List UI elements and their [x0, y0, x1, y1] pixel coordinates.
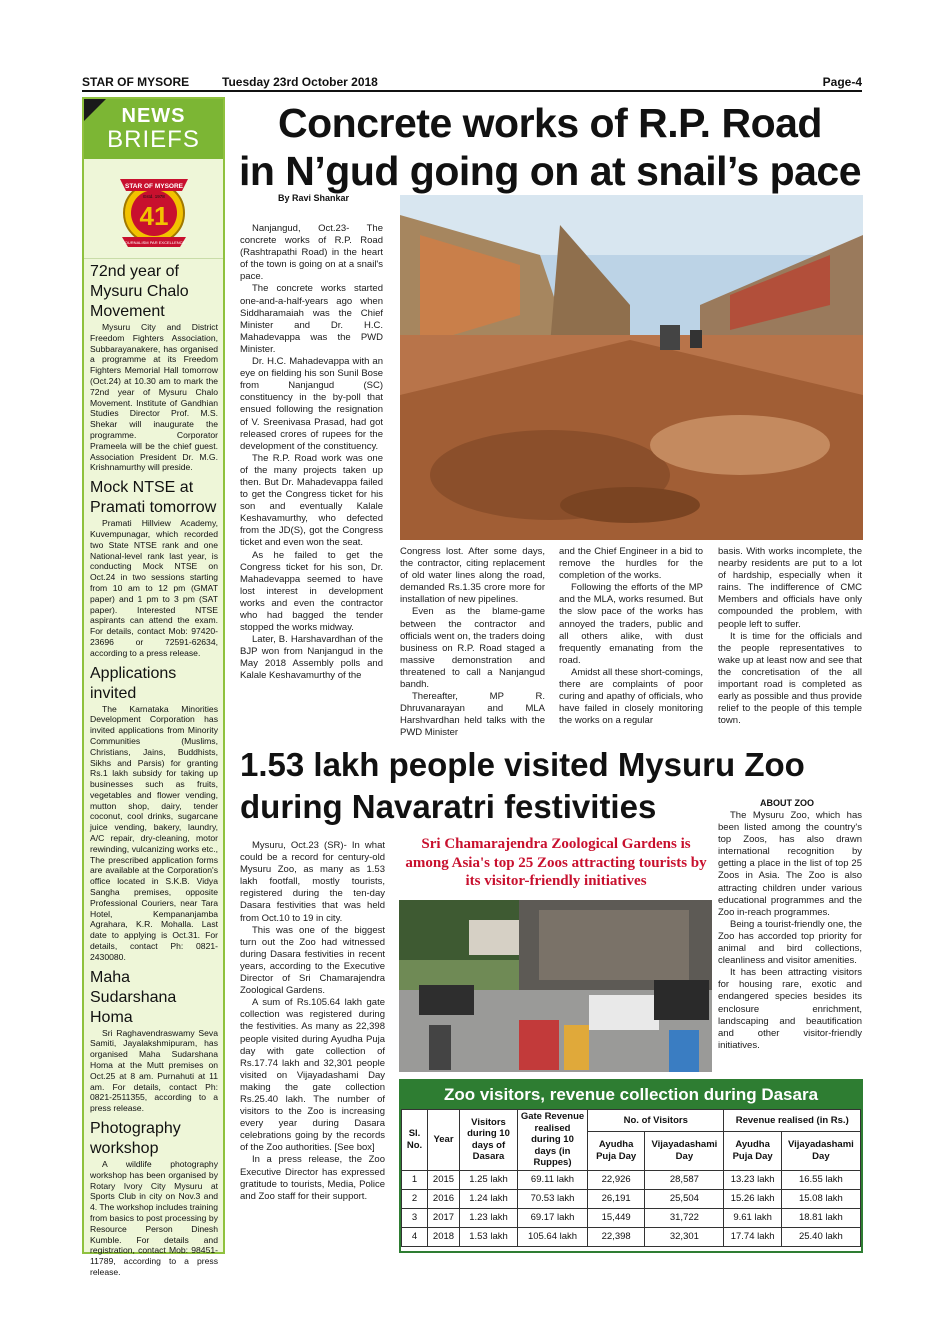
header-ayudha-revenue: Ayudha Puja Day — [724, 1131, 781, 1170]
brief-title: Applications invited — [90, 664, 177, 702]
table-row — [402, 1189, 861, 1208]
table-cell: 2016 — [428, 1189, 460, 1208]
paragraph: Being a tourist-friendly one, the Zoo has accorded top priority for animal and bird collections, cleanliness and visitor amenities. — [718, 918, 862, 967]
anniversary-logo — [84, 159, 223, 259]
paragraph: Nanjangud, Oct.23- The concrete works of R.P. Road (Rashtrapathi Road) in the heart of the town is going on at a snail's pace. — [240, 223, 383, 283]
header-revenue: Gate Revenue realised during 10 days (in Ruppes) — [518, 1110, 588, 1171]
paragraph: Later, B. Harshavardhan of the BJP won from Nanjangud in the May 2018 Assembly polls and Kalale Keshavamurthy of the — [240, 634, 383, 682]
corner-decoration — [84, 99, 106, 121]
paragraph: Mysuru, Oct.23 (SR)- In what could be a record for century-old Mysuru Zoo, as many as 1.53 lakh footfall, mostly tourists, registered during the ten-day Dasara festivities that was held from Oct.10 to 19 in city. — [240, 840, 385, 924]
road-works-photo — [400, 195, 863, 540]
zoo-stats-body — [402, 1170, 861, 1246]
story2-subhead: Sri Chamarajendra Zoological Gardens is among Asia's top 25 Zoos attracting tourists by its visitor-friendly initiatives — [405, 836, 707, 889]
story1-column-3 — [559, 546, 703, 727]
brief-item — [84, 661, 223, 965]
header-sl: Sl. No. — [402, 1110, 428, 1171]
about-zoo-title: ABOUT ZOO — [760, 798, 814, 808]
story1-byline: By Ravi Shankar — [278, 193, 350, 203]
table-cell: 1.53 lakh — [460, 1227, 518, 1246]
masthead — [82, 74, 862, 92]
brief-item — [84, 475, 223, 660]
brief-item — [84, 259, 223, 475]
paragraph: It is time for the officials and the people representatives to wake up at least now and see that the concretisation of the all important road is completed as early as possible and thus provide relief to the people of this temple town. — [718, 630, 862, 727]
story1-column-4 — [718, 546, 862, 727]
paper-name: STAR OF MYSORE — [82, 75, 190, 89]
table-cell: 69.17 lakh — [518, 1208, 588, 1227]
table-row — [402, 1208, 861, 1227]
table-cell: 31,722 — [645, 1208, 724, 1227]
header-num-visitors: No. of Visitors — [588, 1110, 724, 1132]
header-ayudha-visitors: Ayudha Puja Day — [588, 1131, 645, 1170]
table-cell: 9.61 lakh — [724, 1208, 781, 1227]
zoo-stats-table — [401, 1109, 861, 1247]
logo-number: 41 — [139, 201, 169, 231]
story2-headline-line1: 1.53 lakh people visited Mysuru Zoo — [240, 746, 805, 783]
paragraph: Congress lost. After some days, the contractor, citing replacement of old water lines along the road, demanded Rs.1.35 crore more for installation of new pipelines. — [400, 546, 545, 606]
paragraph: As he failed to get the Congress ticket for his son, Dr. Mahadevappa seemed to have lost interest in development works and even the contractor who had bagged the tender stopped the works midway. — [240, 549, 383, 634]
paragraph: In a press release, the Zoo Executive Director has expressed gratitude to tourists, Media, Police and Zoo staff for their support. — [240, 1154, 385, 1202]
table-cell: 15,449 — [588, 1208, 645, 1227]
header-rev-realised: Revenue realised (in Rs.) — [724, 1110, 861, 1132]
paragraph: basis. With works incomplete, the nearby residents are put to a lot of hardship, especially when it rains. The indifference of CMC Members and officials have only compounded the problem, with people left to suffer. — [718, 546, 862, 630]
table-cell: 22,926 — [588, 1170, 645, 1189]
paragraph: The Mysuru Zoo, which has been listed among the country's top Zoos, has also drawn international recognition by getting a place in the list of top 25 Zoos in Asia. The Zoo is also attracting children under various educational programmes and the Zoo in-reach programmes. — [718, 810, 862, 918]
briefs-list — [84, 259, 223, 1280]
paragraph: This was one of the biggest turn out the Zoo had witnessed during Dasara festivities in recent years, according to the Executive Director of Sri Chamarajendra Zoological Gardens. — [240, 924, 385, 997]
brief-item — [84, 1116, 223, 1280]
paragraph: Even as the blame-game between the contractor and officials went on, the traders doing business on R.P. Road staged a massive demonstration and threatened to call a Nanjangud bandh. — [400, 606, 545, 691]
paragraph: and the Chief Engineer in a bid to remove the hurdles for the completion of the works. — [559, 546, 703, 582]
news-briefs-title-line2: BRIEFS — [107, 126, 200, 153]
zoo-stats-box — [399, 1079, 863, 1253]
table-cell: 2 — [402, 1189, 428, 1208]
table-cell: 2018 — [428, 1227, 460, 1246]
table-cell: 28,587 — [645, 1170, 724, 1189]
paragraph: Thereafter, MP R. Dhruvanarayan and MLA Harshvardhan held talks with the PWD Minister — [400, 691, 545, 739]
table-cell: 25,504 — [645, 1189, 724, 1208]
paragraph: It has been attracting visitors for housing rare, exotic and endangered species besides its enclosure enrichment, landscaping and beautification and other visitor-friendly initiatives. — [718, 967, 862, 1051]
table-cell: 70.53 lakh — [518, 1189, 588, 1208]
story2-headline-line2: during Navaratri festivities — [240, 788, 657, 825]
table-cell: 15.08 lakh — [781, 1189, 860, 1208]
zoo-crowd-image-icon — [399, 900, 712, 1072]
brief-body: The Karnataka Minorities Development Corporation has invited applications from Minority Communities (Muslims, Christians, Jains, Buddhists, Sikhs and Parsis) for granting Rs.1 lakh subsidy for taking up businesses such as fruits, vegetables and flower vending, mutton shop, dairy, tender coconut, cool drinks, sugarcane juice vending, bakery, laundry, A/C repair, dry-cleaning, motor rewinding, vulcanizing works etc., The prescribed application forms are available at the Corporation's office located in S.K.B. Vidya Sangha premises, opposite Professional Couriers, near Tara Hotel, Kempananjamba Agrahara, K.R. Mohalla. Last date to applying is Oct.31. For details, contact Ph: 0821-2430080. — [90, 703, 218, 962]
paragraph: Amidst all these short-comings, there are complaints of poor curing and apathy of officials, who have failed in closely monitoring the works on a regular — [559, 666, 703, 727]
header-vijaya-revenue: Vijayadashami Day — [781, 1131, 860, 1170]
news-briefs-sidebar — [82, 97, 225, 1277]
brief-title: Maha Sudarshana Homa — [90, 968, 177, 1026]
news-briefs-header — [84, 99, 223, 159]
brief-title: Mock NTSE at Pramati tomorrow — [90, 479, 217, 517]
brief-title: 72nd year of Mysuru Chalo Movement — [90, 263, 189, 320]
paragraph: Dr. H.C. Mahadevappa with an eye on fielding his son Sunil Bose from Nanjangud (SC) constituency in the by-poll that ensued following the resignation of V. Sreenivasa Prasad, had got released crores of rupees for the development of the constituency. — [240, 356, 383, 452]
story1-column-1 — [240, 223, 383, 683]
brief-item — [84, 965, 223, 1116]
news-briefs-title-line1: NEWS — [121, 105, 186, 127]
paragraph: A sum of Rs.105.64 lakh gate collection was registered during the festivities. As many as 22,398 people visited during Ayudha Puja day with gate collection of Rs.17.74 lakh and 32,301 people visited on Vijayadashami Day making the gate collection Rs.25.40 lakh. The number of visitors to the Zoo is increasing every year during Dasara celebrations going by the records of the Zoo authorities. [See box] — [240, 997, 385, 1154]
table-cell: 1.23 lakh — [460, 1208, 518, 1227]
table-cell: 69.11 lakh — [518, 1170, 588, 1189]
logo-top-text: STAR OF MYSORE — [124, 183, 184, 190]
paragraph: Following the efforts of the MP and the MLA, works resumed. But the slow pace of the works has annoyed the traders, public and all others alike, with dust frequently emanating from the road. — [559, 582, 703, 666]
table-cell: 13.23 lakh — [724, 1170, 781, 1189]
table-cell: 15.26 lakh — [724, 1189, 781, 1208]
table-row — [402, 1227, 861, 1246]
page-number: Page-4 — [822, 75, 862, 89]
road-construction-image-icon — [400, 195, 863, 540]
header-visitors: Visitors during 10 days of Dasara — [460, 1110, 518, 1171]
table-cell: 26,191 — [588, 1189, 645, 1208]
table-cell: 18.81 lakh — [781, 1208, 860, 1227]
logo-bottom-text: JOURNALISM PAR EXCELLENCE — [122, 240, 186, 245]
table-cell: 3 — [402, 1208, 428, 1227]
table-cell: 105.64 lakh — [518, 1227, 588, 1246]
table-cell: 1 — [402, 1170, 428, 1189]
brief-title: Photography workshop — [90, 1120, 181, 1158]
story1-headline-line2: in N’gud going on at snail’s pace — [238, 148, 862, 194]
table-cell: 22,398 — [588, 1227, 645, 1246]
table-cell: 1.25 lakh — [460, 1170, 518, 1189]
logo-estd: Estd. 1978 — [143, 194, 165, 199]
issue-date: Tuesday 23rd October 2018 — [222, 75, 378, 89]
header-vijaya-visitors: Vijayadashami Day — [645, 1131, 724, 1170]
zoo-crowd-photo — [399, 900, 712, 1072]
zoo-stats-title: Zoo visitors, revenue collection during Dasara — [401, 1081, 861, 1109]
story2-column-1 — [240, 840, 385, 1203]
paragraph: The R.P. Road work was one of the many projects taken up then. But Dr. Mahadevappa failed to get the Congress ticket for his son and eventually Kalale Keshavamurthy, who defected from the JD(S), got the Congress ticket and even won the seat. — [240, 452, 383, 549]
story1-headline — [238, 99, 862, 195]
story1-column-2 — [400, 546, 545, 740]
table-row — [402, 1170, 861, 1189]
table-cell: 4 — [402, 1227, 428, 1246]
about-zoo-column — [718, 810, 862, 1052]
anniversary-emblem-icon — [114, 165, 194, 255]
table-cell: 25.40 lakh — [781, 1227, 860, 1246]
table-cell: 17.74 lakh — [724, 1227, 781, 1246]
brief-body: Pramati Hillview Academy, Kuvempunagar, which recorded two State NTSE rank and one National-level rank last year, is conducting Mock NTSE on Oct.24 in two sessions starting from 10 am to 12 pm (GMAT paper) and 1 pm to 3 pm (SAT paper). Interested NTSE aspirants can attend the exam. For details, contact Mob: 97420-23696 or 72591-62634, according to a press release. — [90, 518, 218, 658]
header-year: Year — [428, 1110, 460, 1171]
table-cell: 2017 — [428, 1208, 460, 1227]
brief-body: A wildlife photography workshop has been organised by Rotary Ivory City Mysuru at Sports Club in city on Nov.3 and 4. The workshop includes training from basics to post processing by Resource Person Dinesh Kumble. For details and registration, contact Mob: 98451-11789, according to a press release. — [90, 1159, 218, 1277]
brief-body: Mysuru City and District Freedom Fighters Association, Subbarayanakere, has organised a programme at its Freedom Fighters Memorial Hall tomorrow (Oct.24) at 10.30 am to mark the 72nd year of Mysuru Chalo Movement. Institute of Gandhian Studies Director Prof. M.S. Shekar will inaugurate the programme. Corporator Prameela will be the chief guest. Association President Dr. M.G. Krishnamurthy will preside. — [90, 322, 218, 473]
table-header-row — [402, 1110, 861, 1132]
brief-body: Sri Raghavendraswamy Seva Samiti, Jayalakshmipuram, has organised Maha Sudarshana Homa at the Mutt premises on Oct.25 at 8 am. Purnahuti at 11 am. For details, contact Ph: 0821-2511355, according to a press release. — [90, 1027, 218, 1114]
table-cell: 16.55 lakh — [781, 1170, 860, 1189]
table-cell: 1.24 lakh — [460, 1189, 518, 1208]
paragraph: The concrete works started one-and-a-half-years ago when Siddharamaiah was the Chief Minister and Dr. H.C. Mahadevappa was the PWD Minister. — [240, 283, 383, 355]
story1-headline-line1: Concrete works of R.P. Road — [278, 100, 822, 146]
table-cell: 32,301 — [645, 1227, 724, 1246]
table-cell: 2015 — [428, 1170, 460, 1189]
